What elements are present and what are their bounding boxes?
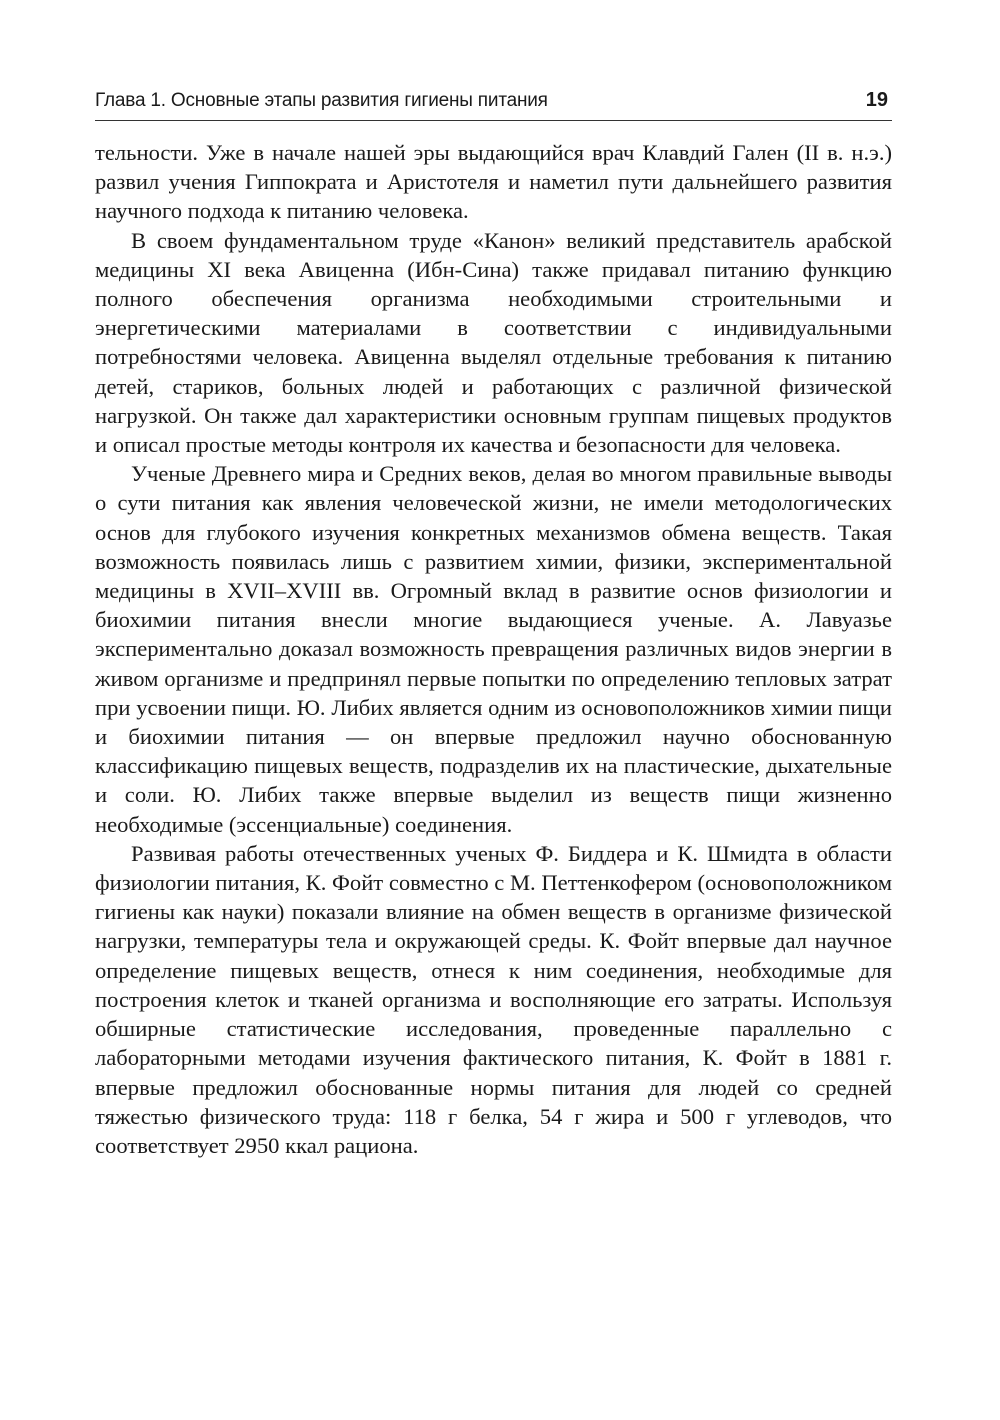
- body-text: [95, 138, 892, 1160]
- page-number: 19: [865, 89, 888, 111]
- chapter-title: Глава 1. Основные этапы развития гигиены питания: [95, 90, 548, 111]
- paragraph-galen: тельности. Уже в начале нашей эры выдающийся врач Клавдий Гален (II в. н.э.) развил учения Гиппократа и Аристотеля и наметил пути дальнейшего развития научного подхода к питанию человека.: [95, 140, 892, 224]
- running-header: [95, 86, 892, 121]
- book-page: [95, 86, 892, 1160]
- paragraph-avicenna: В своем фундаментальном труде «Канон» великий представитель арабской медицины XI века Авиценна (Ибн-Сина) также придавал питанию функцию полного обеспечения организма необходимыми строительными и энергетическими материалами в соответствии с индивидуальными потребностями человека. Авиценна выделял отдельные требования к питанию детей, стариков, больных людей и работающих с различной физической нагрузкой. Он также дал характеристики основным группам пищевых продуктов и описал простые методы контроля их качества и безопасности для человека.: [95, 227, 892, 458]
- paragraph-voit: Развивая работы отечественных ученых Ф. Биддера и К. Шмидта в области физиологии питания, К. Фойт совместно с М. Петтенкофером (основоположником гигиены как науки) показали влияние на обмен веществ в организме физической нагрузки, температуры тела и окружающей среды. К. Фойт впервые дал научное определение пищевых веществ, отнеся к ним соединения, необходимые для построения клеток и тканей организма и восполняющие его затраты. Используя обширные статистические исследования, проведенные параллельно с лабораторными методами изучения фактического питания, К. Фойт в 1881 г. впервые предложил обоснованные нормы питания для людей со средней тяжестью физического труда: 118 г белка, 54 г жира и 500 г углеводов, что соответствует 2950 ккал рациона.: [95, 840, 892, 1158]
- paragraph-scientists: Ученые Древнего мира и Средних веков, делая во многом правильные выводы о сути питания как явления человеческой жизни, не имели методологических основ для глубокого изучения конкретных механизмов обмена веществ. Такая возможность появилась лишь с развитием химии, физики, экспериментальной медицины в XVII–XVIII вв. Огромный вклад в развитие основ физиологии и биохимии питания внесли многие выдающиеся ученые. А. Лавуазье экспериментально доказал возможность превращения различных видов энергии в живом организме и предпринял первые попытки по определению тепловых затрат при усвоении пищи. Ю. Либих является одним из основоположников химии пищи и биохимии питания — он впервые предложил научно обоснованную классификацию пищевых веществ, подразделив их на пластические, дыхательные и соли. Ю. Либих также впервые выделил из веществ пищи жизненно необходимые (эссенциальные) соединения.: [95, 461, 892, 837]
